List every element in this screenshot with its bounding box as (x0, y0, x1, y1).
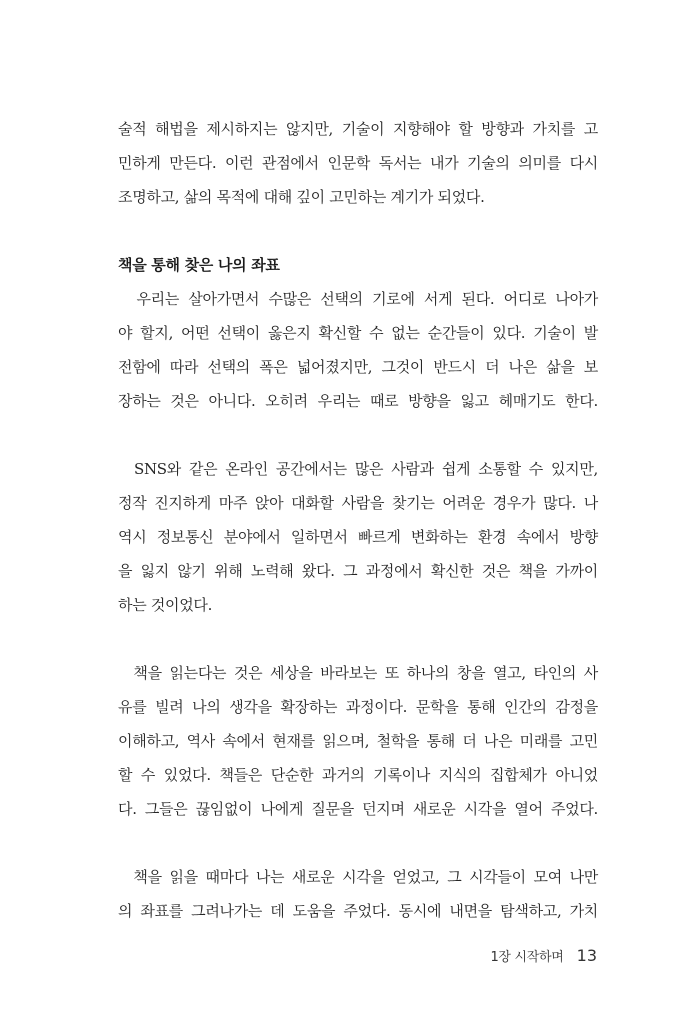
text-line: 이해하고, 역사 속에서 현재를 읽으며, 철학을 통해 더 나은 미래를 고민 (118, 732, 598, 750)
text-line: 유를 빌려 나의 생각을 확장하는 과정이다. 문학을 통해 인간의 감정을 (118, 698, 598, 716)
text-line: 술적 해법을 제시하지는 않지만, 기술이 지향해야 할 방향과 가치를 고 (118, 120, 598, 138)
page-number: 13 (576, 946, 597, 965)
text-line: SNS와 같은 온라인 공간에서는 많은 사람과 쉽게 소통할 수 있지만, (118, 460, 598, 478)
paragraph (118, 860, 598, 928)
text-line: 역시 정보통신 분야에서 일하면서 빠르게 변화하는 환경 속에서 방향 (118, 528, 598, 546)
text-line: 우리는 살아가면서 수많은 선택의 기로에 서게 된다. 어디로 나아가 (118, 290, 598, 308)
text-line: 책을 읽는다는 것은 세상을 바라보는 또 하나의 창을 열고, 타인의 사 (118, 664, 598, 682)
text-line: 의 좌표를 그려나가는 데 도움을 주었다. 동시에 내면을 탐색하고, 가치 (118, 902, 598, 920)
text-line: 야 할지, 어떤 선택이 옳은지 확신할 수 없는 순간들이 있다. 기술이 발 (118, 324, 598, 342)
text-line: 다. 그들은 끊임없이 나에게 질문을 던지며 새로운 시각을 열어 주었다. (118, 800, 598, 818)
paragraph-gap (118, 418, 598, 452)
section-heading: 책을 통해 찾은 나의 좌표 (118, 256, 280, 274)
text-line: 책을 읽을 때마다 나는 새로운 시각을 얻었고, 그 시각들이 모여 나만 (118, 868, 598, 886)
text-line: 하는 것이었다. (118, 596, 213, 614)
paragraph (118, 112, 598, 214)
paragraph-gap (118, 622, 598, 656)
paragraph (118, 656, 598, 826)
page-footer (490, 946, 597, 965)
text-line: 전함에 따라 선택의 폭은 넓어졌지만, 그것이 반드시 더 나은 삶을 보 (118, 358, 598, 376)
paragraph-gap (118, 214, 598, 248)
paragraph-gap (118, 826, 598, 860)
running-footer-chapter: 1장 시작하며 (490, 950, 564, 965)
text-line: 조명하고, 삶의 목적에 대해 깊이 고민하는 계기가 되었다. (118, 188, 485, 206)
text-line: 을 잃지 않기 위해 노력해 왔다. 그 과정에서 확신한 것은 책을 가까이 (118, 562, 598, 580)
paragraph (118, 452, 598, 622)
paragraph (118, 248, 598, 418)
text-line: 정작 진지하게 마주 앉아 대화할 사람을 찾기는 어려운 경우가 많다. 나 (118, 494, 598, 512)
text-line: 장하는 것은 아니다. 오히려 우리는 때로 방향을 잃고 헤매기도 한다. (118, 392, 598, 410)
text-line: 민하게 만든다. 이런 관점에서 인문학 독서는 내가 기술의 의미를 다시 (118, 154, 598, 172)
text-line: 할 수 있었다. 책들은 단순한 과거의 기록이나 지식의 집합체가 아니었 (118, 766, 598, 784)
page-body (118, 112, 598, 928)
